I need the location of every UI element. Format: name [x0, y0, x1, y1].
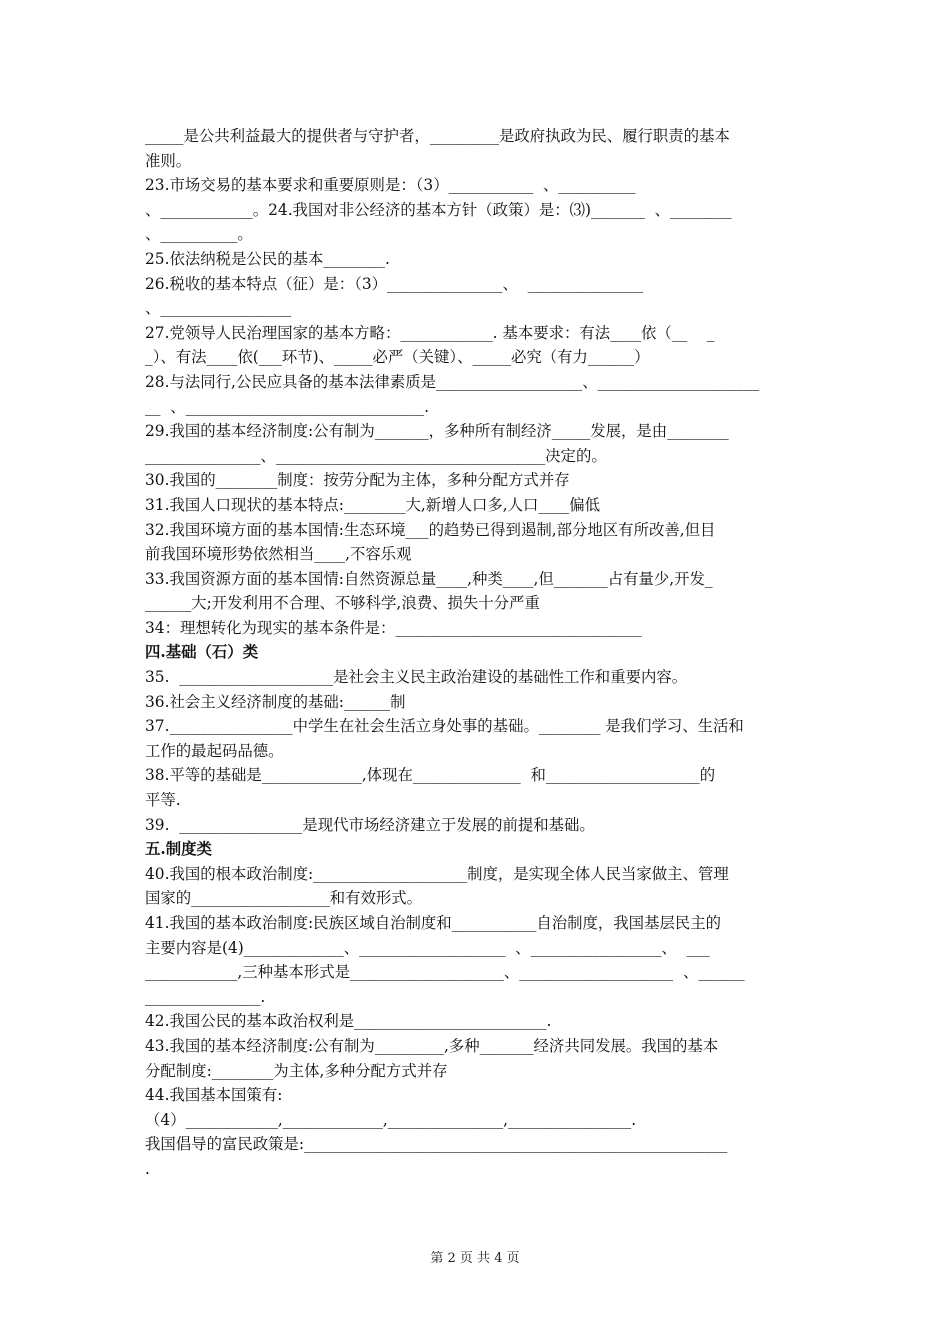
text-line: 、__________。	[145, 225, 253, 244]
text-line: 39. ________________是现代市场经济建立于发展的前提和基础。	[145, 815, 595, 834]
text-line: 25.依法纳税是公民的基本________.	[145, 249, 390, 268]
text-line: （4）____________,_____________,_______________,________________.	[145, 1110, 637, 1129]
section-heading: 五.制度类	[145, 840, 212, 859]
text-line: 44.我国基本国策有:	[145, 1086, 283, 1105]
document-body	[145, 124, 808, 1182]
text-line: 工作的最起码品德。	[145, 741, 284, 760]
text-line: 我国倡导的富民政策是:_______________________________________________________	[145, 1135, 728, 1154]
text-line: ____________,三种基本形式是____________________、____________________ 、______	[145, 963, 745, 982]
text-line: 26.税收的基本特点（征）是：（3）_______________、 _______________	[145, 274, 644, 293]
text-line: __ 、_______________________________.	[145, 397, 430, 416]
text-line: 、____________。24.我国对非公经济的基本方针（政策）是：⑶)_______ 、________	[145, 200, 732, 219]
text-line: 36.社会主义经济制度的基础:______制	[145, 692, 406, 711]
text-line: 43.我国的基本经济制度:公有制为_________,多种_______经济共同发展。我国的基本	[145, 1036, 719, 1055]
text-line: 33.我国资源方面的基本国情:自然资源总量____,种类____,但_______占有量少,开发_	[145, 569, 713, 588]
section-heading: 四.基础（石）类	[145, 643, 259, 662]
text-line: 前我国环境形势依然相当____,不容乐观	[145, 545, 412, 564]
text-line: 、_________________	[145, 299, 292, 318]
text-line: _______________.	[145, 987, 266, 1006]
text-line: 32.我国环境方面的基本国情:生态环境___的趋势已得到遏制,部分地区有所改善,但目	[145, 520, 716, 539]
text-line: 38.平等的基础是_____________,体现在______________ 和____________________的	[145, 766, 716, 785]
text-line: _）、有法____依(___环节)、_____必严（关键）、_____必究（有力______）	[145, 348, 650, 367]
text-line: 27.党领导人民治理国家的基本方略：____________. 基本要求：有法____依（__ _	[145, 323, 715, 342]
text-line: 分配制度:________为主体,多种分配方式并存	[145, 1061, 448, 1080]
text-line: 23.市场交易的基本要求和重要原则是：（3）___________ 、__________	[145, 176, 636, 195]
text-line: 29.我国的基本经济制度:公有制为_______，多种所有制经济_____发展，是由________	[145, 422, 729, 441]
text-line: 35. ____________________是社会主义民主政治建设的基础性工作和重要内容。	[145, 668, 688, 687]
text-line: 30.我国的________制度：按劳分配为主体，多种分配方式并存	[145, 471, 570, 490]
text-line: 28.与法同行,公民应具备的基本法律素质是___________________、_____________________	[145, 372, 760, 391]
text-line: 国家的__________________和有效形式。	[145, 889, 423, 908]
text-line: _______________、___________________________________决定的。	[145, 446, 607, 465]
text-line: .	[145, 1159, 150, 1178]
text-line: 31.我国人口现状的基本特点:________大,新增人口多,人口____偏低	[145, 495, 600, 514]
text-line: ______大;开发利用不合理、不够科学,浪费、损失十分严重	[145, 594, 540, 613]
text-line: _____是公共利益最大的提供者与守护者，_________是政府执政为民、履行职责的基本	[145, 127, 730, 145]
text-line: 37.________________中学生在社会生活立身处事的基础。________ 是我们学习、生活和	[145, 717, 744, 736]
text-line: 准则。	[145, 151, 192, 170]
page-footer: 第 2 页 共 4 页	[430, 1251, 520, 1266]
text-line: 平等.	[145, 791, 181, 810]
text-line: 42.我国公民的基本政治权利是_________________________.	[145, 1012, 552, 1031]
text-line: 41.我国的基本政治制度:民族区域自治制度和___________自治制度，我国基层民主的	[145, 914, 722, 932]
text-line: 主要内容是(4)_____________、___________________ 、_________________、 ___	[145, 938, 710, 957]
text-line: 34：理想转化为现实的基本条件是：________________________________	[145, 618, 642, 637]
text-line: 40.我国的根本政治制度:____________________制度，是实现全体人民当家做主、管理	[145, 864, 729, 883]
